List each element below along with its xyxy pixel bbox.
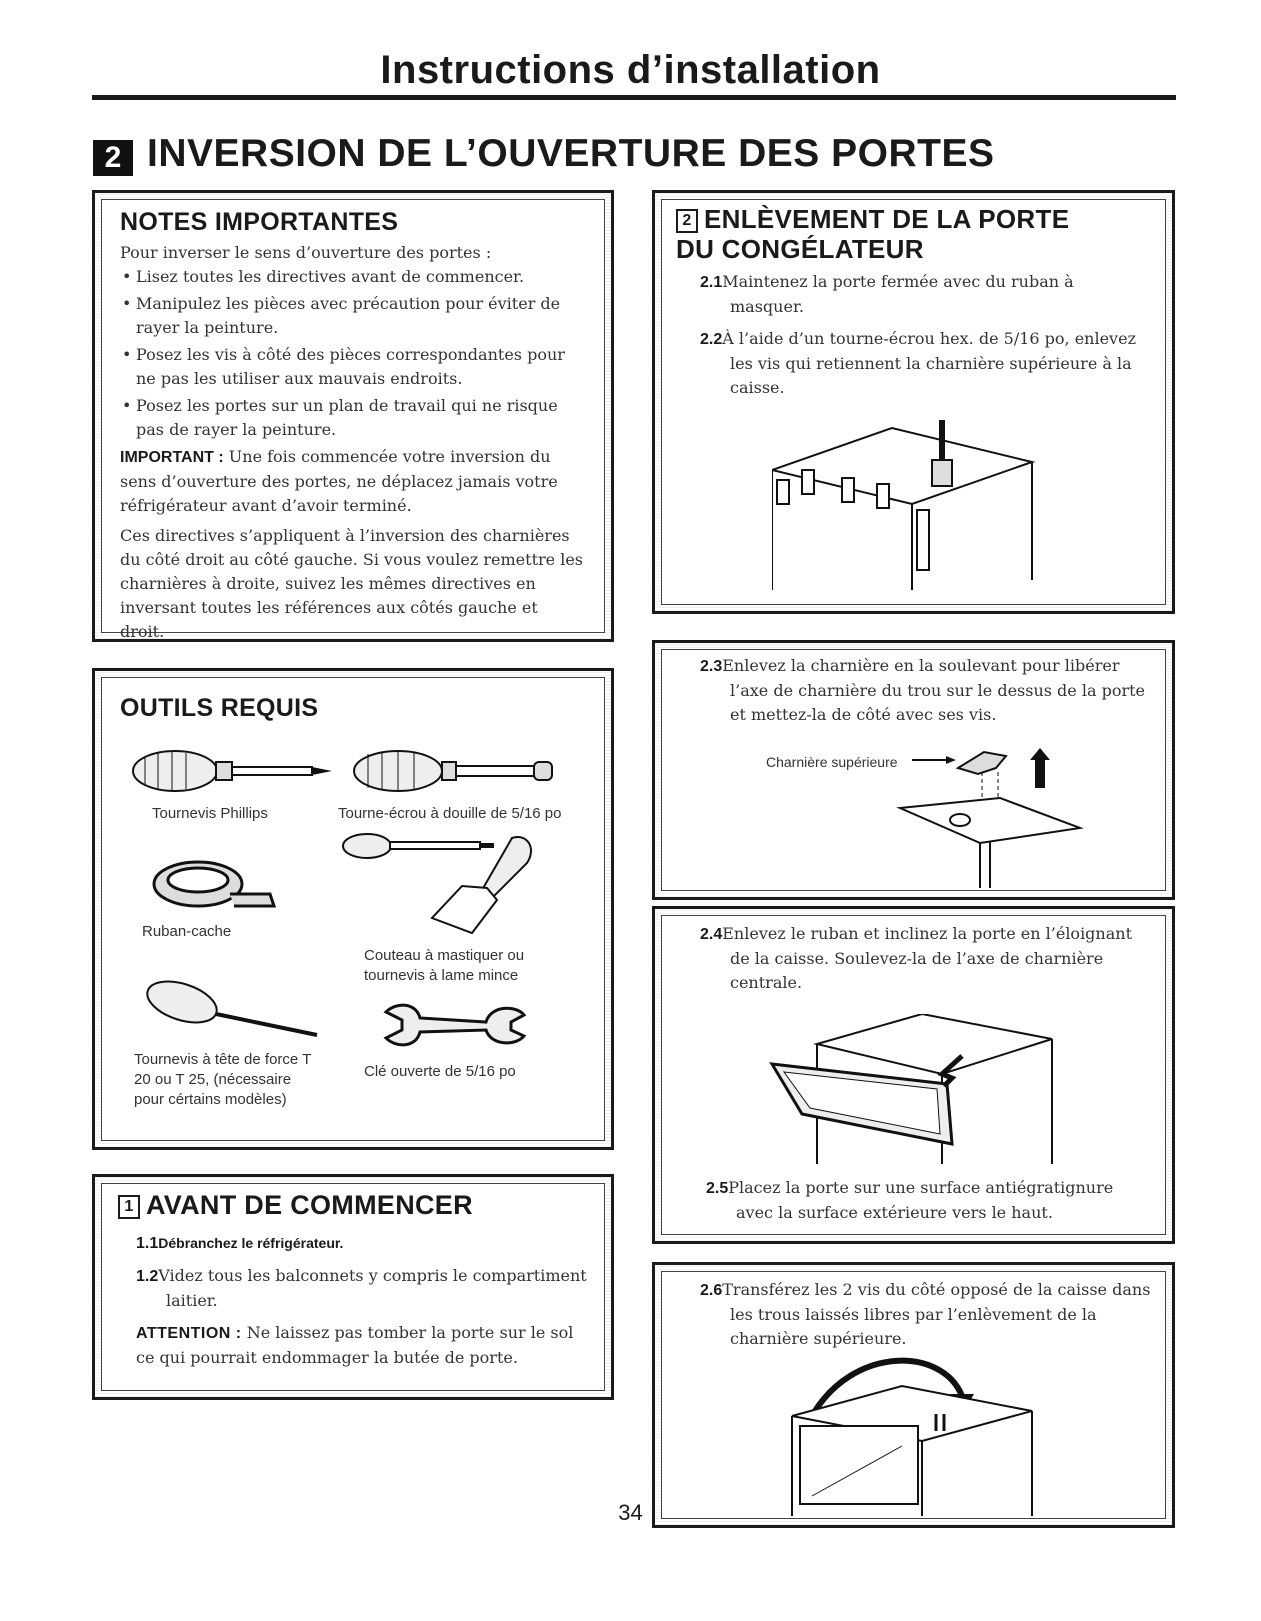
notes-bullet: • Lisez toutes les directives avant de commencer. bbox=[120, 265, 586, 289]
before-start-box bbox=[92, 1174, 614, 1400]
putty-knife-icon bbox=[342, 828, 542, 938]
step-number: 1.2 bbox=[136, 1268, 159, 1285]
attention-text: Ne laissez pas tomber la porte sur le sol ce qui pourrait endommager la butée de porte. bbox=[136, 1323, 574, 1367]
attention-label: ATTENTION : bbox=[136, 1325, 242, 1342]
tool-label: Tourne-écrou à douille de 5/16 po bbox=[338, 805, 562, 822]
step-number-box: 1 bbox=[118, 1195, 140, 1219]
door-tilt-illustration bbox=[762, 1014, 1072, 1164]
wrench-icon bbox=[376, 1000, 536, 1050]
step-2-3-box bbox=[652, 640, 1175, 900]
tool-label: Tournevis à tête de force T 20 ou T 25, (nécessaire pour cértains modèles) bbox=[134, 1051, 312, 1108]
notes-bullet: • Posez les portes sur un plan de travail qui ne risque pas de rayer la peinture. bbox=[120, 394, 586, 442]
screw-transfer-illustration bbox=[782, 1356, 1052, 1516]
step-number: 2.4 bbox=[700, 926, 723, 943]
page-number: 34 bbox=[618, 1500, 643, 1525]
step-text: Transférez les 2 vis du côté opposé de la caisse dans les trous laissés libres par l’enlèvement de la charnière supérieure. bbox=[722, 1280, 1151, 1348]
step-text: Maintenez la porte fermée avec du ruban à masquer. bbox=[722, 272, 1074, 316]
step-number: 2.6 bbox=[700, 1282, 723, 1299]
step-2-4-box bbox=[652, 906, 1175, 1244]
step-text: Placez la porte sur une surface antiégratignure avec la surface extérieure vers le haut. bbox=[728, 1178, 1114, 1222]
nut-driver-icon bbox=[350, 746, 570, 796]
step-number: 2.5 bbox=[706, 1180, 729, 1197]
tools-box bbox=[92, 668, 614, 1150]
notes-intro: Pour inverser le sens d’ouverture des portes : bbox=[120, 243, 492, 262]
notes-bullet: • Posez les vis à côté des pièces correspondantes pour ne pas les utiliser aux mauvais endroits. bbox=[120, 343, 586, 391]
step-text: Enlevez la charnière en la soulevant pour libérer l’axe de charnière du trou sur le dessus de la porte et mettez-la de côté avec ses vis. bbox=[722, 656, 1146, 724]
page-header-title: Instructions d’installation bbox=[380, 48, 881, 92]
notes-closing: Ces directives s’appliquent à l’inversion des charnières du côté droit au côté gauche. Si vous voulez remettre les charnières à droite, suivez les mêmes directives en inversant toutes les références aux côtés gauche et droit. bbox=[120, 526, 583, 641]
phillips-screwdriver-icon bbox=[130, 746, 340, 796]
step-text: Débranchez le réfrigérateur. bbox=[158, 1235, 344, 1251]
tool-label: Ruban-cache bbox=[142, 923, 232, 940]
important-label: IMPORTANT : bbox=[120, 449, 224, 466]
header-rule bbox=[92, 95, 1176, 100]
removal-title-line1: ENLÈVEMENT DE LA PORTE bbox=[704, 204, 1070, 234]
section-number-badge: 2 bbox=[93, 140, 133, 176]
tool-label: Tournevis Phillips bbox=[152, 805, 268, 822]
step-number: 2.1 bbox=[700, 274, 723, 291]
before-start-title: AVANT DE COMMENCER bbox=[146, 1190, 473, 1220]
important-text: Une fois commencée votre inversion du sens d’ouverture des portes, ne déplacez jamais votre réfrigérateur avant d’avoir terminé. bbox=[120, 447, 558, 515]
masking-tape-icon bbox=[150, 850, 280, 920]
step-2-6-box bbox=[652, 1262, 1175, 1528]
step-text: Videz tous les balconnets y compris le compartiment laitier. bbox=[158, 1266, 587, 1310]
step-text: À l’aide d’un tourne-écrou hex. de 5/16 po, enlevez les vis qui retiennent la charnière supérieure à la caisse. bbox=[722, 329, 1136, 397]
section-title: INVERSION DE L’OUVERTURE DES PORTES bbox=[147, 132, 995, 175]
freezer-door-removal-box bbox=[652, 190, 1175, 614]
step-number-box: 2 bbox=[676, 209, 698, 233]
removal-heading bbox=[676, 204, 1151, 264]
notes-title: NOTES IMPORTANTES bbox=[120, 208, 399, 236]
tool-label: Couteau à mastiquer ou tournevis à lame mince bbox=[364, 947, 525, 984]
upper-hinge-illustration bbox=[880, 738, 1100, 888]
upper-hinge-label: Charnière supérieure bbox=[766, 754, 898, 770]
removal-title-line2: DU CONGÉLATEUR bbox=[676, 234, 924, 264]
before-start-heading bbox=[118, 1190, 588, 1221]
notes-bullet: • Manipulez les pièces avec précaution pour éviter de rayer la peinture. bbox=[120, 292, 586, 340]
torx-screwdriver-icon bbox=[142, 980, 342, 1040]
step-number: 2.2 bbox=[700, 331, 723, 348]
tools-title: OUTILS REQUIS bbox=[120, 694, 319, 722]
tool-label: Clé ouverte de 5/16 po bbox=[364, 1063, 516, 1080]
step-text: Enlevez le ruban et inclinez la porte en l’éloignant de la caisse. Soulevez-la de l’axe de charnière centrale. bbox=[722, 924, 1132, 992]
step-number: 2.3 bbox=[700, 658, 723, 675]
step-number: 1.1 bbox=[136, 1235, 159, 1252]
hinge-screws-illustration bbox=[772, 420, 1062, 590]
notes-box bbox=[92, 190, 614, 642]
